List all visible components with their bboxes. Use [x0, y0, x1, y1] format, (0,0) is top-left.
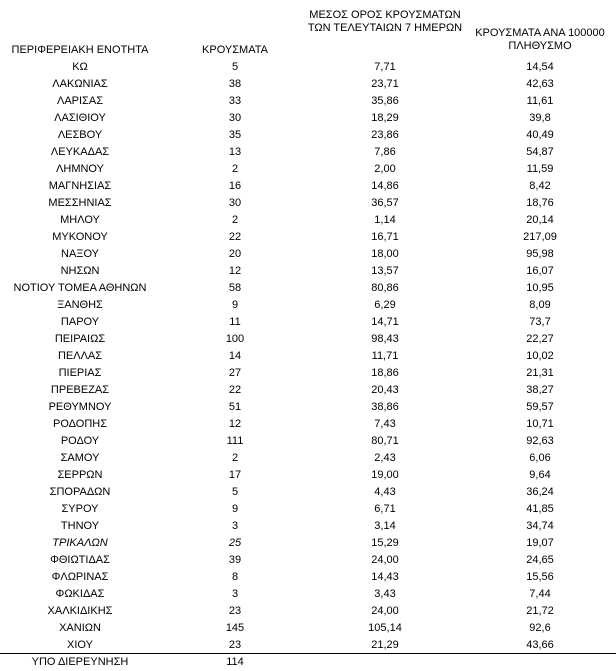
table-row: [0, 76, 616, 93]
avg7-cell: 35,86: [371, 95, 399, 107]
cases-cell: 14: [228, 350, 242, 362]
region-cell: ΛΑΚΩΝΙΑΣ: [52, 78, 108, 90]
table-row: [0, 348, 616, 365]
table-row: [0, 433, 616, 450]
cases-cell: 12: [228, 265, 242, 277]
avg7-cell: 16,71: [371, 231, 399, 243]
cases-cell: 20: [228, 248, 242, 260]
avg7-cell: 3,14: [374, 520, 396, 532]
avg7-cell: 14,71: [371, 316, 399, 328]
per100k-cell: 39,8: [529, 112, 551, 124]
avg7-cell: 18,00: [371, 248, 399, 260]
table-row: [0, 212, 616, 229]
region-cell: ΜΕΣΣΗΝΙΑΣ: [48, 197, 112, 209]
region-cell: ΡΟΔΟΥ: [60, 435, 100, 447]
avg7-cell: 18,86: [371, 367, 399, 379]
cases-cell: 2: [231, 214, 239, 226]
per100k-cell: 21,72: [526, 605, 554, 617]
header-cases: ΚΡΟΥΣΜΑΤΑ: [202, 44, 268, 56]
table-row: [0, 416, 616, 433]
table-row: [0, 518, 616, 535]
per100k-cell: 8,09: [529, 299, 551, 311]
per100k-cell: 34,74: [526, 520, 554, 532]
per100k-cell: 40,49: [526, 129, 554, 141]
cases-cell: 30: [228, 197, 242, 209]
region-cell: ΠΕΛΛΑΣ: [57, 350, 103, 362]
avg7-cell: 14,43: [371, 571, 399, 583]
cases-cell: 13: [228, 146, 242, 158]
per100k-cell: 36,24: [526, 486, 554, 498]
avg7-cell: 2,00: [374, 163, 396, 175]
region-cell: ΦΩΚΙΔΑΣ: [55, 588, 105, 600]
per100k-cell: 43,66: [526, 639, 554, 651]
region-cell: ΠΑΡΟΥ: [60, 316, 100, 328]
cases-cell: 33: [228, 95, 242, 107]
region-cell: ΝΟΤΙΟΥ ΤΟΜΕΑ ΑΘΗΝΩΝ: [13, 282, 147, 294]
per100k-cell: 54,87: [526, 146, 554, 158]
per100k-cell: 10,71: [526, 418, 554, 430]
cases-cell: 8: [231, 571, 239, 583]
cases-cell: 2: [231, 452, 239, 464]
region-cell: ΦΘΙΩΤΙΔΑΣ: [50, 554, 110, 566]
region-cell: ΦΛΩΡΙΝΑΣ: [51, 571, 109, 583]
cases-cell: 51: [228, 401, 242, 413]
avg7-cell: 3,43: [374, 588, 396, 600]
avg7-cell: 19,00: [371, 469, 399, 481]
region-cell: ΤΗΝΟΥ: [60, 520, 100, 532]
region-cell: ΡΕΘΥΜΝΟΥ: [48, 401, 112, 413]
table-row: [0, 195, 616, 212]
table-row: [0, 365, 616, 382]
avg7-cell: 38,86: [371, 401, 399, 413]
region-cell: ΣΑΜΟΥ: [60, 452, 100, 464]
table-row: [0, 654, 616, 671]
per100k-cell: 92,6: [529, 622, 551, 634]
table-row: [0, 620, 616, 637]
table-body: [0, 59, 616, 671]
table-row: [0, 127, 616, 144]
per100k-cell: 92,63: [526, 435, 554, 447]
avg7-cell: 7,71: [374, 61, 396, 73]
cases-cell: 23: [228, 605, 242, 617]
per100k-cell: 10,95: [526, 282, 554, 294]
table-row: [0, 59, 616, 76]
avg7-cell: 2,43: [374, 452, 396, 464]
per100k-cell: 24,65: [526, 554, 554, 566]
per100k-cell: 22,27: [526, 333, 554, 345]
per100k-cell: 6,06: [529, 452, 551, 464]
per100k-cell: 217,09: [523, 231, 557, 243]
avg7-cell: 6,29: [374, 299, 396, 311]
cases-cell: 38: [228, 78, 242, 90]
region-cell: ΛΑΡΙΣΑΣ: [56, 95, 103, 107]
region-cell: ΣΕΡΡΩΝ: [57, 469, 103, 481]
avg7-cell: 80,86: [371, 282, 399, 294]
avg7-cell: 23,71: [371, 78, 399, 90]
header-region: ΠΕΡΙΦΕΡΕΙΑΚΗ ΕΝΟΤΗΤΑ: [11, 44, 149, 56]
per100k-cell: 8,42: [529, 180, 551, 192]
per100k-cell: 42,63: [526, 78, 554, 90]
region-cell: ΡΟΔΟΠΗΣ: [52, 418, 108, 430]
table-row: [0, 280, 616, 297]
avg7-cell: 6,71: [374, 503, 396, 515]
per100k-cell: 95,98: [526, 248, 554, 260]
region-cell: ΜΗΛΟΥ: [60, 214, 100, 226]
avg7-cell: 98,43: [371, 333, 399, 345]
region-cell: ΠΕΙΡΑΙΩΣ: [54, 333, 106, 345]
avg7-cell: 80,71: [371, 435, 399, 447]
region-cell: ΧΑΝΙΩΝ: [59, 622, 101, 634]
per100k-cell: 7,44: [529, 588, 551, 600]
per100k-cell: 11,61: [526, 95, 554, 107]
table-row: [0, 263, 616, 280]
avg7-cell: 7,86: [374, 146, 396, 158]
avg7-cell: 1,14: [374, 214, 396, 226]
table-row: [0, 569, 616, 586]
per100k-cell: 11,59: [526, 163, 554, 175]
table-row: [0, 314, 616, 331]
cases-cell: 17: [228, 469, 242, 481]
per100k-cell: 9,64: [529, 469, 551, 481]
per100k-cell: 21,31: [526, 367, 554, 379]
region-cell: ΧΑΛΚΙΔΙΚΗΣ: [47, 605, 113, 617]
table-row: [0, 110, 616, 127]
table-row: [0, 467, 616, 484]
cases-cell: 27: [228, 367, 242, 379]
cases-cell: 22: [228, 231, 242, 243]
region-cell: ΛΕΥΚΑΔΑΣ: [50, 146, 110, 158]
cases-cell: 25: [228, 537, 242, 549]
table-row: [0, 144, 616, 161]
region-cell: ΚΩ: [72, 61, 88, 73]
avg7-cell: 24,00: [371, 605, 399, 617]
table-row: [0, 450, 616, 467]
table-row: [0, 93, 616, 110]
avg7-cell: 4,43: [374, 486, 396, 498]
per100k-cell: 73,7: [529, 316, 551, 328]
table-row: [0, 484, 616, 501]
avg7-cell: 11,71: [371, 350, 399, 362]
avg7-cell: 21,29: [371, 639, 399, 651]
region-cell: ΝΑΞΟΥ: [61, 248, 99, 260]
region-cell: ΥΠΟ ΔΙΕΡΕΥΝΗΣΗ: [31, 656, 129, 668]
avg7-cell: 15,29: [371, 537, 399, 549]
table-row: [0, 246, 616, 263]
header-per100k: ΚΡΟΥΣΜΑΤΑ ΑΝΑ 100000 ΠΛΗΘΥΣΜΟ: [475, 27, 605, 52]
region-cell: ΞΑΝΘΗΣ: [57, 299, 103, 311]
avg7-cell: 23,86: [371, 129, 399, 141]
per100k-cell: 16,07: [526, 265, 554, 277]
region-cell: ΧΙΟΥ: [67, 639, 93, 651]
cases-cell: 5: [231, 486, 239, 498]
per100k-cell: 15,56: [526, 571, 554, 583]
region-cell: ΛΕΣΒΟΥ: [57, 129, 103, 141]
table-row: [0, 297, 616, 314]
cases-cell: 16: [228, 180, 242, 192]
cases-cell: 22: [228, 384, 242, 396]
per100k-cell: 10,02: [526, 350, 554, 362]
cases-cell: 12: [228, 418, 242, 430]
cases-cell: 3: [231, 588, 239, 600]
cases-cell: 2: [231, 163, 239, 175]
region-cell: ΣΠΟΡΑΔΩΝ: [49, 486, 111, 498]
cases-cell: 58: [228, 282, 242, 294]
per100k-cell: 20,14: [526, 214, 554, 226]
cases-cell: 9: [231, 503, 239, 515]
cases-cell: 23: [228, 639, 242, 651]
per100k-cell: 19,07: [526, 537, 554, 549]
avg7-cell: 24,00: [371, 554, 399, 566]
region-cell: ΣΥΡΟΥ: [61, 503, 99, 515]
table-row: [0, 501, 616, 518]
cases-cell: 5: [231, 61, 239, 73]
table-row: [0, 161, 616, 178]
region-cell: ΜΥΚΟΝΟΥ: [52, 231, 108, 243]
table-row: [0, 603, 616, 620]
avg7-cell: 14,86: [371, 180, 399, 192]
per100k-cell: 18,76: [526, 197, 554, 209]
cases-cell: 3: [231, 520, 239, 532]
avg7-cell: 13,57: [371, 265, 399, 277]
cases-cell: 100: [225, 333, 245, 345]
cases-cell: 145: [225, 622, 245, 634]
per100k-cell: 41,85: [526, 503, 554, 515]
cases-cell: 114: [226, 656, 244, 668]
cases-cell: 30: [228, 112, 242, 124]
avg7-cell: 20,43: [371, 384, 399, 396]
per100k-cell: 14,54: [526, 61, 554, 73]
table-row: [0, 535, 616, 552]
table-row: [0, 331, 616, 348]
table-row: [0, 382, 616, 399]
region-cell: ΜΑΓΝΗΣΙΑΣ: [48, 180, 112, 192]
per100k-cell: 38,27: [526, 384, 554, 396]
table-row: [0, 552, 616, 569]
region-cell: ΝΗΣΩΝ: [60, 265, 100, 277]
table-row: [0, 229, 616, 246]
avg7-cell: 36,57: [371, 197, 399, 209]
region-cell: ΠΡΕΒΕΖΑΣ: [50, 384, 110, 396]
cases-cell: 11: [229, 316, 241, 328]
table-row: [0, 637, 616, 654]
header-avg7: ΜΕΣΟΣ ΟΡΟΣ ΚΡΟΥΣΜΑΤΩΝ ΤΩΝ ΤΕΛΕΥΤΑΙΩΝ 7 ΗΜΕΡΩΝ: [307, 9, 463, 34]
region-cell: ΛΑΣΙΘΙΟΥ: [54, 112, 106, 124]
avg7-cell: 18,29: [371, 112, 399, 124]
per100k-cell: 59,57: [526, 401, 554, 413]
table-row: [0, 586, 616, 603]
cases-cell: 39: [228, 554, 242, 566]
table-row: [0, 399, 616, 416]
cases-cell: 111: [226, 435, 244, 447]
region-cell: ΠΙΕΡΙΑΣ: [58, 367, 102, 379]
region-cell: ΛΗΜΝΟΥ: [56, 163, 104, 175]
cases-cell: 35: [228, 129, 242, 141]
avg7-cell: 7,43: [374, 418, 396, 430]
avg7-cell: 105,14: [368, 622, 402, 634]
region-cell: ΤΡΙΚΑΛΩΝ: [52, 537, 108, 549]
table-row: [0, 178, 616, 195]
cases-cell: 9: [231, 299, 239, 311]
